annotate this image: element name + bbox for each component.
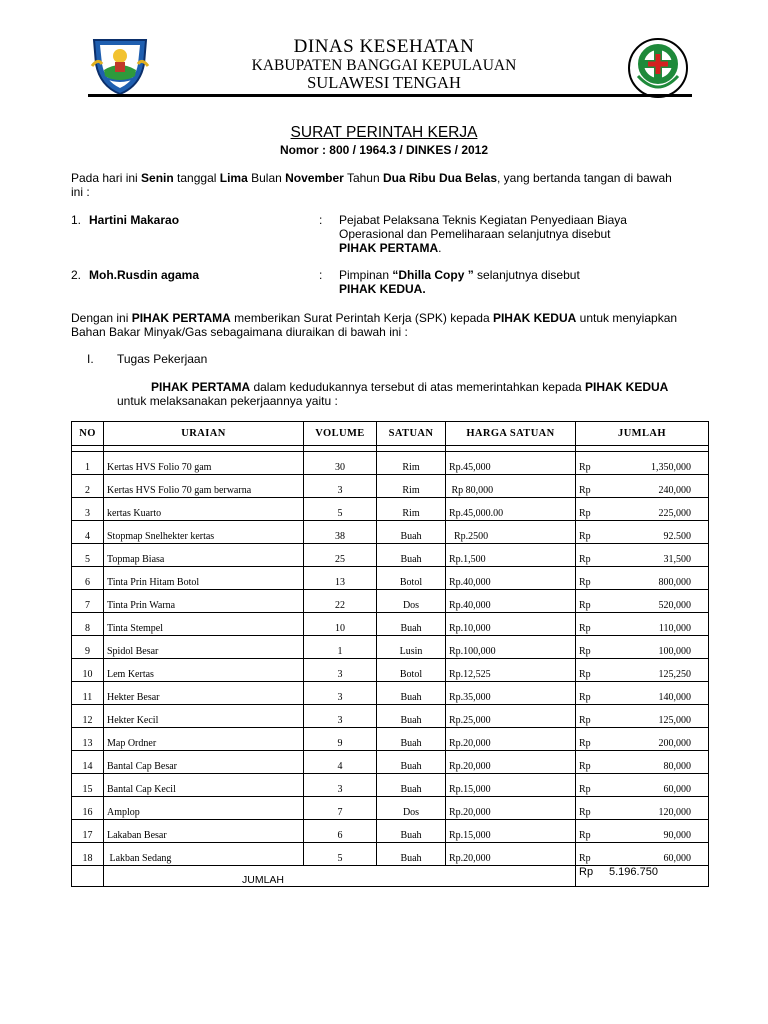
cell-no: 17 — [72, 820, 104, 843]
amount-value: 800,000 — [658, 577, 691, 588]
amount-value: 60,000 — [663, 853, 691, 864]
letterhead-province: SULAWESI TENGAH — [307, 73, 461, 92]
cell-satuan: Lusin — [377, 636, 446, 659]
cell-satuan: Buah — [377, 613, 446, 636]
cell-satuan: Rim — [377, 452, 446, 475]
table-row — [72, 613, 709, 636]
paragraph-spk-line-2: Bahan Bakar Minyak/Gas sebagaimana diuraikan di bawah ini : — [71, 325, 408, 339]
cell-uraian: kertas Kuarto — [104, 498, 304, 521]
cell-uraian: Topmap Biasa — [104, 544, 304, 567]
cell-no: 12 — [72, 705, 104, 728]
cell-volume: 25 — [304, 544, 377, 567]
party-2-colon: : — [319, 268, 323, 282]
amount-value: 92.500 — [663, 531, 691, 542]
cell-satuan: Dos — [377, 590, 446, 613]
cell-jumlah — [576, 820, 709, 843]
amount-value: 90,000 — [663, 830, 691, 841]
cell-satuan: Botol — [377, 659, 446, 682]
cell-no: 10 — [72, 659, 104, 682]
table-body — [72, 446, 709, 887]
cell-no: 2 — [72, 475, 104, 498]
table-row — [72, 636, 709, 659]
cell-harga-satuan: Rp.35,000 — [446, 682, 576, 705]
cell-satuan: Buah — [377, 820, 446, 843]
cell-jumlah — [576, 636, 709, 659]
total-label: JUMLAH — [104, 866, 576, 887]
cell-uraian: Tinta Stempel — [104, 613, 304, 636]
cell-satuan: Buah — [377, 682, 446, 705]
currency-label: Rp — [579, 761, 591, 772]
cell-jumlah — [576, 590, 709, 613]
table-row — [72, 820, 709, 843]
currency-label: Rp — [579, 485, 591, 496]
party-1-number: 1. — [71, 213, 82, 227]
cell-no: 18 — [72, 843, 104, 866]
cell-uraian: Hekter Besar — [104, 682, 304, 705]
cell-volume: 9 — [304, 728, 377, 751]
amount-value: 140,000 — [658, 692, 691, 703]
cell-uraian: Tinta Prin Hitam Botol — [104, 567, 304, 590]
cell-no: 14 — [72, 751, 104, 774]
cell-satuan: Botol — [377, 567, 446, 590]
cell-jumlah — [576, 613, 709, 636]
cell-jumlah — [576, 659, 709, 682]
cell-volume: 4 — [304, 751, 377, 774]
cell-harga-satuan: Rp.15,000 — [446, 774, 576, 797]
cell-volume: 3 — [304, 774, 377, 797]
currency-label: Rp — [579, 554, 591, 565]
party-1-description-2: Operasional dan Pemeliharaan selanjutnya disebut — [339, 227, 611, 241]
cell-jumlah — [576, 567, 709, 590]
cell-uraian: Tinta Prin Warna — [104, 590, 304, 613]
cell-harga-satuan: Rp.15,000 — [446, 820, 576, 843]
currency-label: Rp — [579, 669, 591, 680]
section-number: I. — [87, 352, 94, 366]
document-number: Nomor : 800 / 1964.3 / DINKES / 2012 — [279, 143, 489, 157]
cell-volume: 5 — [304, 843, 377, 866]
cell-volume: 3 — [304, 475, 377, 498]
currency-label: Rp — [579, 508, 591, 519]
cell-no: 11 — [72, 682, 104, 705]
cell-satuan: Rim — [377, 475, 446, 498]
cell-harga-satuan: Rp.40,000 — [446, 567, 576, 590]
party-1-colon: : — [319, 213, 323, 227]
amount-value: 120,000 — [658, 807, 691, 818]
cell-satuan: Buah — [377, 521, 446, 544]
currency-label: Rp — [579, 531, 591, 542]
cell-volume: 3 — [304, 682, 377, 705]
amount-value: 100,000 — [658, 646, 691, 657]
letterhead-department: DINAS KESEHATAN — [293, 36, 475, 57]
table-total-row — [72, 866, 709, 887]
amount-value: 1,350,000 — [651, 462, 691, 473]
table-row — [72, 567, 709, 590]
table-row — [72, 728, 709, 751]
amount-value: 31,500 — [663, 554, 691, 565]
cell-satuan: Buah — [377, 544, 446, 567]
currency-label: Rp — [579, 715, 591, 726]
cell-uraian: Kertas HVS Folio 70 gam — [104, 452, 304, 475]
table-row — [72, 521, 709, 544]
document-title: SURAT PERINTAH KERJA — [290, 124, 478, 141]
cell-harga-satuan: Rp.100,000 — [446, 636, 576, 659]
cell-harga-satuan: Rp.25,000 — [446, 705, 576, 728]
amount-value: 125,250 — [658, 669, 691, 680]
cell-volume: 22 — [304, 590, 377, 613]
cell-uraian: Hekter Kecil — [104, 705, 304, 728]
cell-uraian: Amplop — [104, 797, 304, 820]
table-row — [72, 452, 709, 475]
cell-harga-satuan: Rp.20,000 — [446, 843, 576, 866]
cell-no: 5 — [72, 544, 104, 567]
table-row — [72, 751, 709, 774]
cell-jumlah — [576, 475, 709, 498]
cell-volume: 30 — [304, 452, 377, 475]
paragraph-task-line-1: PIHAK PERTAMA dalam kedudukannya tersebut di atas memerintahkan kepada PIHAK KEDUA — [151, 380, 669, 394]
cell-uraian: Lakban Sedang — [104, 843, 304, 866]
column-header-jumlah: JUMLAH — [576, 422, 709, 446]
cell-satuan: Rim — [377, 498, 446, 521]
table-row — [72, 475, 709, 498]
cell-uraian: Spidol Besar — [104, 636, 304, 659]
bakti-husada-logo-icon — [626, 36, 690, 100]
amount-value: 225,000 — [658, 508, 691, 519]
cell-harga-satuan: Rp.45,000 — [446, 452, 576, 475]
table-row — [72, 590, 709, 613]
cell-jumlah — [576, 843, 709, 866]
cell-harga-satuan: Rp.10,000 — [446, 613, 576, 636]
column-header-harga-satuan: HARGA SATUAN — [446, 422, 576, 446]
cell-satuan: Buah — [377, 774, 446, 797]
cell-volume: 38 — [304, 521, 377, 544]
amount-value: 110,000 — [658, 623, 691, 634]
table-row — [72, 659, 709, 682]
column-header-satuan: SATUAN — [377, 422, 446, 446]
total-currency-label: Rp — [579, 866, 594, 878]
cell-uraian: Map Ordner — [104, 728, 304, 751]
paragraph-task-line-2: untuk melaksanakan pekerjaannya yaitu : — [117, 394, 338, 408]
party-1-description-1: Pejabat Pelaksana Teknis Kegiatan Penyediaan Biaya — [339, 213, 627, 227]
total-amount-value: 5.196.750 — [609, 866, 658, 878]
amount-value: 520,000 — [658, 600, 691, 611]
cell-harga-satuan: Rp.40,000 — [446, 590, 576, 613]
cell-uraian: Lakaban Besar — [104, 820, 304, 843]
cell-no: 16 — [72, 797, 104, 820]
cell-no: 9 — [72, 636, 104, 659]
cell-volume: 3 — [304, 659, 377, 682]
cell-volume: 10 — [304, 613, 377, 636]
currency-label: Rp — [579, 600, 591, 611]
cell-jumlah — [576, 728, 709, 751]
cell-no: 8 — [72, 613, 104, 636]
column-header-no: NO — [72, 422, 104, 446]
cell-satuan: Buah — [377, 751, 446, 774]
section-title: Tugas Pekerjaan — [117, 352, 208, 366]
currency-label: Rp — [579, 462, 591, 473]
cell-no: 3 — [72, 498, 104, 521]
amount-value: 200,000 — [658, 738, 691, 749]
letterhead-divider — [88, 94, 692, 97]
party-2-number: 2. — [71, 268, 82, 282]
amount-value: 80,000 — [663, 761, 691, 772]
currency-label: Rp — [579, 784, 591, 795]
table-row — [72, 498, 709, 521]
currency-label: Rp — [579, 853, 591, 864]
cell-no: 6 — [72, 567, 104, 590]
cell-jumlah — [576, 521, 709, 544]
cell-jumlah — [576, 751, 709, 774]
amount-value: 60,000 — [663, 784, 691, 795]
cell-jumlah — [576, 498, 709, 521]
party-2-description: Pimpinan “Dhilla Copy ” selanjutnya disebut — [339, 268, 580, 282]
cell-no: 13 — [72, 728, 104, 751]
cell-harga-satuan: Rp.20,000 — [446, 797, 576, 820]
party-2-name: Moh.Rusdin agama — [89, 268, 200, 282]
column-header-uraian: URAIAN — [104, 422, 304, 446]
table-row — [72, 705, 709, 728]
cell-no: 4 — [72, 521, 104, 544]
intro-line-2: ini : — [71, 185, 90, 199]
intro-line-1: Pada hari ini Senin tanggal Lima Bulan November Tahun Dua Ribu Dua Belas, yang bertanda tangan di bawah — [71, 171, 672, 185]
cell-uraian: Stopmap Snelhekter kertas — [104, 521, 304, 544]
currency-label: Rp — [579, 577, 591, 588]
table-row — [72, 774, 709, 797]
cell-uraian: Bantal Cap Kecil — [104, 774, 304, 797]
currency-label: Rp — [579, 623, 591, 634]
cell-no: 1 — [72, 452, 104, 475]
cell-uraian: Lem Kertas — [104, 659, 304, 682]
cell-volume: 13 — [304, 567, 377, 590]
party-2-role: PIHAK KEDUA. — [339, 282, 426, 296]
cell-jumlah — [576, 452, 709, 475]
currency-label: Rp — [579, 830, 591, 841]
table-row — [72, 843, 709, 866]
cell-harga-satuan: Rp 80,000 — [446, 475, 576, 498]
cell-volume: 6 — [304, 820, 377, 843]
party-1-role: PIHAK PERTAMA. — [339, 241, 442, 255]
party-1-name: Hartini Makarao — [89, 213, 180, 227]
cell-volume: 7 — [304, 797, 377, 820]
amount-value: 125,000 — [658, 715, 691, 726]
cell-satuan: Buah — [377, 728, 446, 751]
cell-jumlah — [576, 797, 709, 820]
table-row — [72, 682, 709, 705]
total-amount-cell — [576, 866, 709, 887]
cell-harga-satuan: Rp.20,000 — [446, 751, 576, 774]
currency-label: Rp — [579, 646, 591, 657]
cell-satuan: Buah — [377, 843, 446, 866]
cell-volume: 5 — [304, 498, 377, 521]
cell-uraian: Bantal Cap Besar — [104, 751, 304, 774]
cell-harga-satuan: Rp.12,525 — [446, 659, 576, 682]
paragraph-spk-line-1: Dengan ini PIHAK PERTAMA memberikan Surat Perintah Kerja (SPK) kepada PIHAK KEDUA untuk menyiapkan — [71, 311, 678, 325]
table-row — [72, 797, 709, 820]
cell-harga-satuan: Rp.1,500 — [446, 544, 576, 567]
cell-jumlah — [576, 705, 709, 728]
cell-volume: 1 — [304, 636, 377, 659]
cell-harga-satuan: Rp.2500 — [446, 521, 576, 544]
cell-jumlah — [576, 544, 709, 567]
cell-jumlah — [576, 682, 709, 705]
amount-value: 240,000 — [658, 485, 691, 496]
letterhead-regency: KABUPATEN BANGGAI KEPULAUAN — [251, 57, 517, 74]
cell-satuan: Dos — [377, 797, 446, 820]
cell-harga-satuan: Rp.45,000.00 — [446, 498, 576, 521]
currency-label: Rp — [579, 692, 591, 703]
items-table — [71, 421, 709, 887]
cell-no: 15 — [72, 774, 104, 797]
cell-harga-satuan: Rp.20,000 — [446, 728, 576, 751]
currency-label: Rp — [579, 807, 591, 818]
currency-label: Rp — [579, 738, 591, 749]
table-header-row — [72, 422, 709, 446]
cell-no: 7 — [72, 590, 104, 613]
cell-uraian: Kertas HVS Folio 70 gam berwarna — [104, 475, 304, 498]
cell-volume: 3 — [304, 705, 377, 728]
cell-jumlah — [576, 774, 709, 797]
column-header-volume: VOLUME — [304, 422, 377, 446]
table-row — [72, 544, 709, 567]
cell-satuan: Buah — [377, 705, 446, 728]
